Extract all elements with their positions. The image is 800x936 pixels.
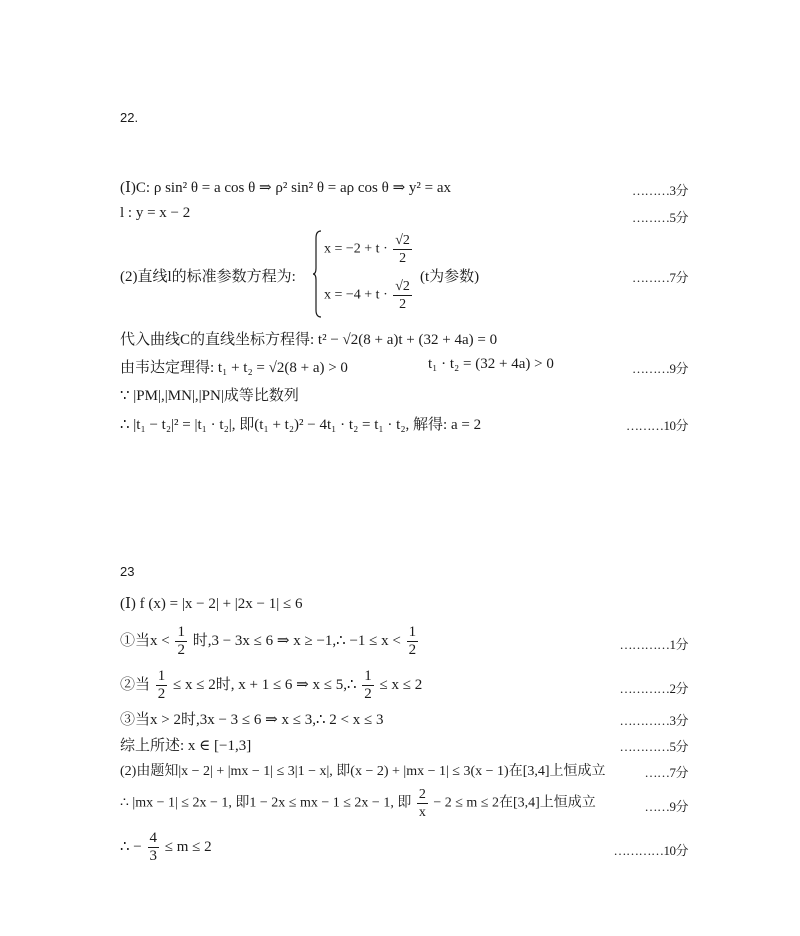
- q23-score-7: ……7分: [644, 765, 688, 780]
- q22-geometric-sequence: ∵ |PM|,|MN|,|PN|成等比数列: [120, 388, 299, 404]
- fraction-numerator: 1: [364, 668, 372, 684]
- q23-score-5: …………5分: [619, 739, 688, 754]
- q23-case-1: [120, 624, 420, 659]
- q23-final-answer-start: ∴ −: [120, 838, 142, 855]
- q23-inequality-chain-end: − 2 ≤ m ≤ 2在[3,4]上恒成立: [433, 795, 596, 811]
- q22-system-row-y-expr: x = −4 + t ·: [324, 287, 388, 303]
- q22-part2-prefix: (2)直线l的标准参数方程为:: [120, 269, 296, 285]
- q23-score-9: ……9分: [644, 799, 688, 814]
- fraction-denominator: 2: [399, 297, 407, 312]
- q22-parametric-system: [312, 230, 412, 320]
- half-fraction: [175, 624, 187, 659]
- four-thirds-fraction: [148, 830, 160, 865]
- half-fraction-4: [362, 668, 374, 703]
- q23-score-10: …………10分: [613, 843, 688, 858]
- fraction-denominator: 3: [149, 848, 158, 864]
- left-brace-icon: [312, 230, 322, 318]
- q22-score-3: ………3分: [631, 183, 688, 198]
- fraction-denominator: 2: [157, 686, 166, 702]
- q22-sqrt2-over-2-fraction: [393, 232, 412, 267]
- q23-part2-condition: (2)由题知|x − 2| + |mx − 1| ≤ 3|1 − x|, 即(x − 2) + |mx − 1| ≤ 3(x − 1)在[3,4]上恒成立: [120, 764, 606, 779]
- fraction-numerator: 1: [177, 624, 185, 640]
- q22-vieta-sum: 由韦达定理得: t₁ + t₂ = √2(8 + a) > 0: [120, 360, 348, 376]
- q22-line-l: l : y = x − 2: [120, 205, 191, 221]
- q23-case-1-start: ①当x <: [120, 632, 170, 649]
- q23-case-2-start: ②当: [120, 676, 151, 693]
- q22-parameter-note: (t为参数): [420, 269, 480, 285]
- half-fraction-2: [407, 624, 419, 659]
- fraction-denominator: 2: [399, 251, 407, 266]
- q23-final-answer: [120, 830, 212, 865]
- fraction-denominator: 2: [364, 686, 372, 702]
- q22-sqrt2-over-2-fraction-2: [393, 278, 412, 313]
- q23-inequality-chain: [120, 786, 596, 821]
- q22-solution: ∴ |t₁ − t₂|² = |t₁ · t₂|, 即(t₁ + t₂)² − 4t₁ · t₂ = t₁ · t₂, 解得: a = 2: [120, 417, 482, 433]
- fraction-numerator: 1: [408, 624, 417, 640]
- q23-case-2: [120, 668, 422, 703]
- q23-case-1-middle: 时,3 − 3x ≤ 6 ⇒ x ≥ −1,∴ −1 ≤ x <: [192, 632, 401, 649]
- fraction-numerator: 4: [149, 830, 158, 846]
- fraction-denominator: x: [418, 805, 426, 820]
- two-over-x-fraction: [417, 786, 428, 821]
- q22-part1-curve-c: (Ⅰ)C: ρ sin² θ = a cos θ ⇒ ρ² sin² θ = aρ cos θ ⇒ y² = ax: [120, 180, 452, 196]
- question-22-number: 22.: [120, 110, 139, 125]
- fraction-denominator: 2: [177, 642, 185, 658]
- q23-score-1: …………1分: [619, 637, 688, 652]
- fraction-numerator: 1: [157, 668, 166, 684]
- q22-score-7: ………7分: [631, 270, 688, 285]
- q22-substitution: 代入曲线C的直线坐标方程得: t² − √2(8 + a)t + (32 + 4a) = 0: [120, 332, 498, 348]
- q23-case-2-end: ≤ x ≤ 2: [379, 676, 423, 693]
- q22-score-10: ………10分: [625, 418, 688, 433]
- q23-part1-function: (Ⅰ) f (x) = |x − 2| + |2x − 1| ≤ 6: [120, 596, 303, 612]
- q23-case-2-middle: ≤ x ≤ 2时, x + 1 ≤ 6 ⇒ x ≤ 5,∴: [173, 676, 357, 693]
- half-fraction-3: [156, 668, 168, 703]
- q23-summary: 综上所述: x ∈ [−1,3]: [120, 738, 252, 754]
- fraction-numerator: √2: [395, 279, 410, 294]
- q22-score-5: ………5分: [631, 210, 688, 225]
- q23-final-answer-end: ≤ m ≤ 2: [164, 838, 212, 855]
- fraction-numerator: √2: [395, 233, 410, 248]
- fraction-numerator: 2: [418, 787, 426, 802]
- q23-case-3: ③当x > 2时,3x − 3 ≤ 6 ⇒ x ≤ 3,∴ 2 < x ≤ 3: [120, 712, 384, 728]
- question-23-number: 23: [120, 564, 135, 579]
- fraction-denominator: 2: [408, 642, 417, 658]
- q22-system-row-x: [324, 232, 414, 267]
- q22-vieta-product: t₁ · t₂ = (32 + 4a) > 0: [428, 356, 554, 372]
- q22-system-row-x-expr: x = −2 + t ·: [324, 241, 388, 257]
- q22-system-row-y: [324, 278, 414, 313]
- q23-inequality-chain-start: ∴ |mx − 1| ≤ 2x − 1, 即1 − 2x ≤ mx − 1 ≤ 2x − 1, 即: [120, 795, 412, 811]
- q23-score-3: …………3分: [619, 713, 688, 728]
- q23-score-2: …………2分: [619, 681, 688, 696]
- q22-score-9: ………9分: [631, 361, 688, 376]
